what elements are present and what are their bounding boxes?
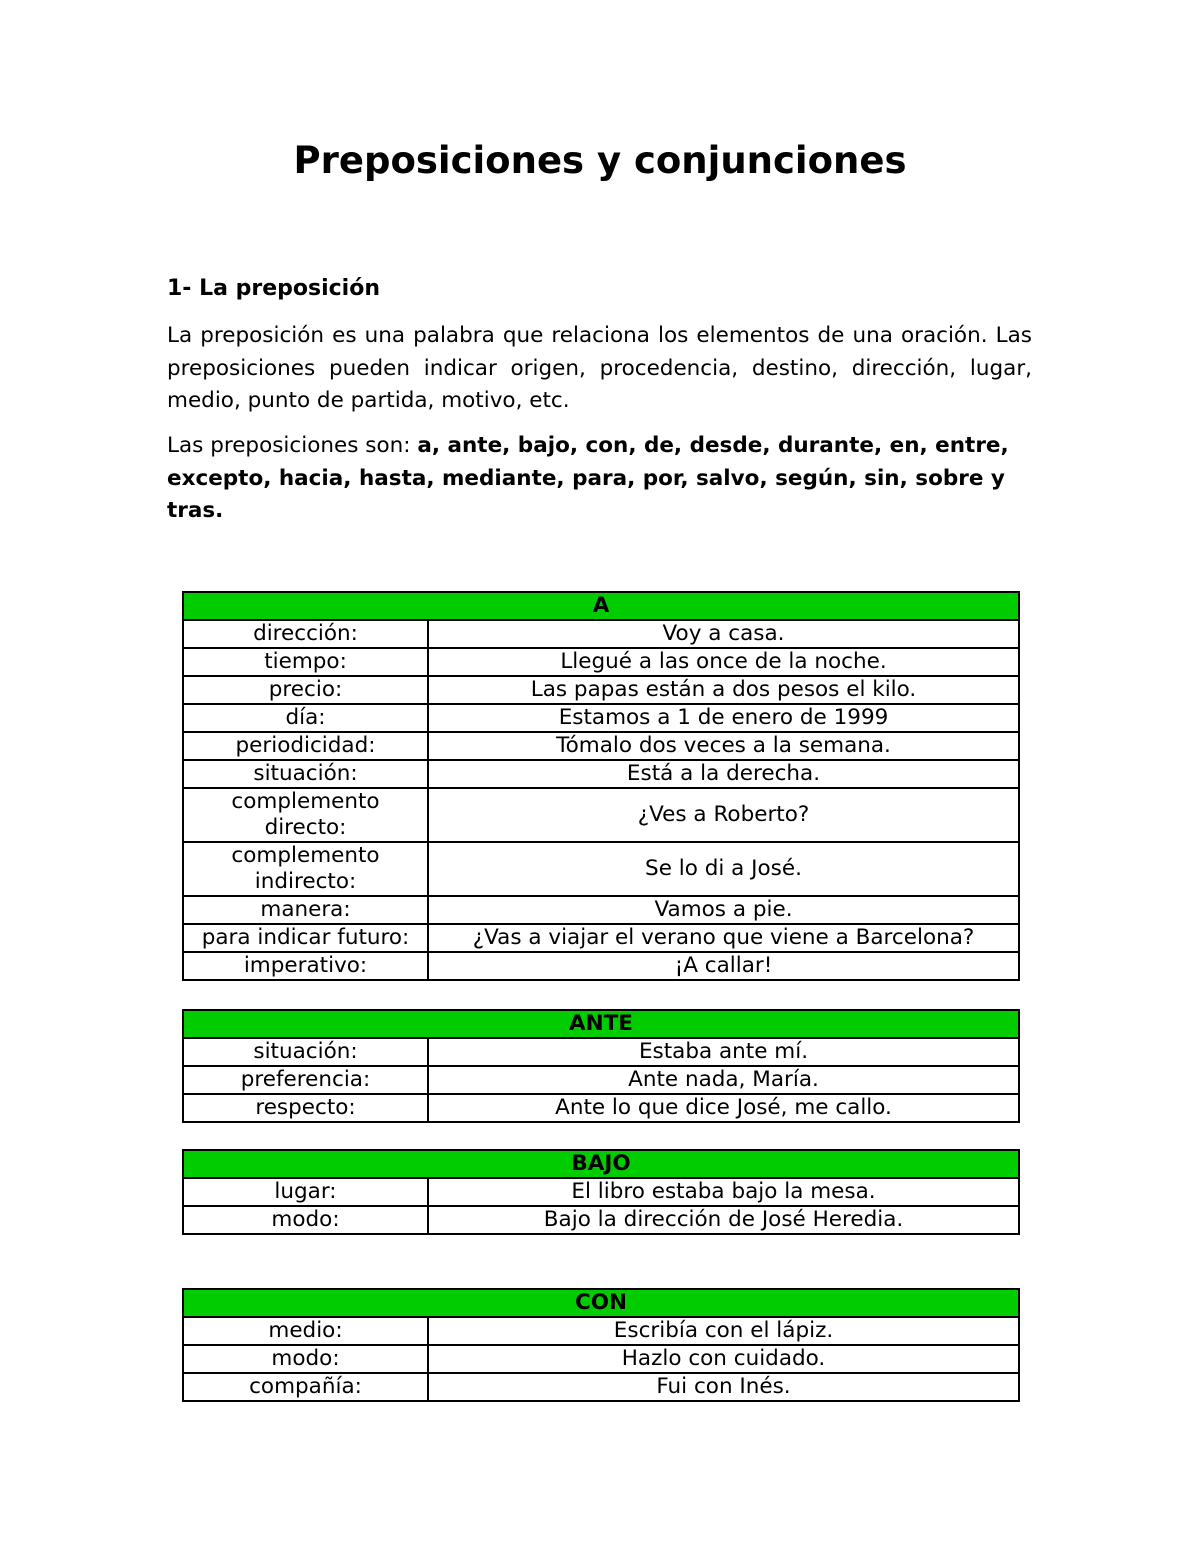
- use-cell: compañía:: [183, 1373, 428, 1401]
- table-header: CON: [183, 1289, 1019, 1317]
- example-cell: Está a la derecha.: [428, 760, 1019, 788]
- use-cell: preferencia:: [183, 1066, 428, 1094]
- use-cell: situación:: [183, 1038, 428, 1066]
- table-row: [183, 1094, 1019, 1122]
- example-cell: Las papas están a dos pesos el kilo.: [428, 676, 1019, 704]
- prepositions-list-intro: Las preposiciones son:: [167, 433, 418, 458]
- example-cell: ¿Vas a viajar el verano que viene a Barcelona?: [428, 924, 1019, 952]
- table-row: [183, 1038, 1019, 1066]
- use-cell: situación:: [183, 760, 428, 788]
- use-cell: dirección:: [183, 620, 428, 648]
- table-row: [183, 1066, 1019, 1094]
- table-row: [183, 1373, 1019, 1401]
- example-cell: Fui con Inés.: [428, 1373, 1019, 1401]
- table-row: [183, 704, 1019, 732]
- table-header: ANTE: [183, 1010, 1019, 1038]
- table-bajo: [182, 1149, 1020, 1235]
- use-cell: respecto:: [183, 1094, 428, 1122]
- table-ante: [182, 1009, 1020, 1123]
- use-cell: manera:: [183, 896, 428, 924]
- table-a: [182, 591, 1020, 981]
- prepositions-list: a, ante, bajo, con, de, desde, durante, en, entre, excepto, hacia, hasta, mediante, para, por, salvo, según, sin, sobre y tras.: [167, 433, 1009, 523]
- table-row: [183, 924, 1019, 952]
- example-cell: Bajo la dirección de José Heredia.: [428, 1206, 1019, 1234]
- table-row: [183, 732, 1019, 760]
- use-cell: complemento directo:: [183, 788, 428, 842]
- page-title: Preposiciones y conjunciones: [293, 139, 907, 182]
- table-header: BAJO: [183, 1150, 1019, 1178]
- use-cell: precio:: [183, 676, 428, 704]
- example-cell: Ante lo que dice José, me callo.: [428, 1094, 1019, 1122]
- use-cell: complemento indirecto:: [183, 842, 428, 896]
- table-row: [183, 788, 1019, 842]
- example-cell: Tómalo dos veces a la semana.: [428, 732, 1019, 760]
- use-cell: imperativo:: [183, 952, 428, 980]
- table-row: [183, 1206, 1019, 1234]
- example-cell: Escribía con el lápiz.: [428, 1317, 1019, 1345]
- example-cell: Hazlo con cuidado.: [428, 1345, 1019, 1373]
- table-header: A: [183, 592, 1019, 620]
- example-cell: Llegué a las once de la noche.: [428, 648, 1019, 676]
- table-row: [183, 1178, 1019, 1206]
- use-cell: día:: [183, 704, 428, 732]
- example-cell: Voy a casa.: [428, 620, 1019, 648]
- use-cell: modo:: [183, 1345, 428, 1373]
- table-row: [183, 1345, 1019, 1373]
- table-con: [182, 1288, 1020, 1402]
- use-cell: lugar:: [183, 1178, 428, 1206]
- prepositions-list-paragraph: [167, 430, 1032, 528]
- use-cell: modo:: [183, 1206, 428, 1234]
- example-cell: Estaba ante mí.: [428, 1038, 1019, 1066]
- table-row: [183, 952, 1019, 980]
- section-heading: 1- La preposición: [167, 276, 380, 301]
- table-row: [183, 648, 1019, 676]
- example-cell: Ante nada, María.: [428, 1066, 1019, 1094]
- table-row: [183, 1317, 1019, 1345]
- use-cell: periodicidad:: [183, 732, 428, 760]
- use-cell: medio:: [183, 1317, 428, 1345]
- example-cell: ¡A callar!: [428, 952, 1019, 980]
- table-row: [183, 620, 1019, 648]
- table-row: [183, 760, 1019, 788]
- intro-paragraph: La preposición es una palabra que relaciona los elementos de una oración. Las preposiciones pueden indicar origen, procedencia, destino, dirección, lugar, medio, punto de partida, motivo, etc.: [167, 323, 1032, 413]
- example-cell: Vamos a pie.: [428, 896, 1019, 924]
- example-cell: Se lo di a José.: [428, 842, 1019, 896]
- use-cell: tiempo:: [183, 648, 428, 676]
- example-cell: ¿Ves a Roberto?: [428, 788, 1019, 842]
- table-row: [183, 676, 1019, 704]
- table-row: [183, 842, 1019, 896]
- example-cell: Estamos a 1 de enero de 1999: [428, 704, 1019, 732]
- use-cell: para indicar futuro:: [183, 924, 428, 952]
- table-row: [183, 896, 1019, 924]
- example-cell: El libro estaba bajo la mesa.: [428, 1178, 1019, 1206]
